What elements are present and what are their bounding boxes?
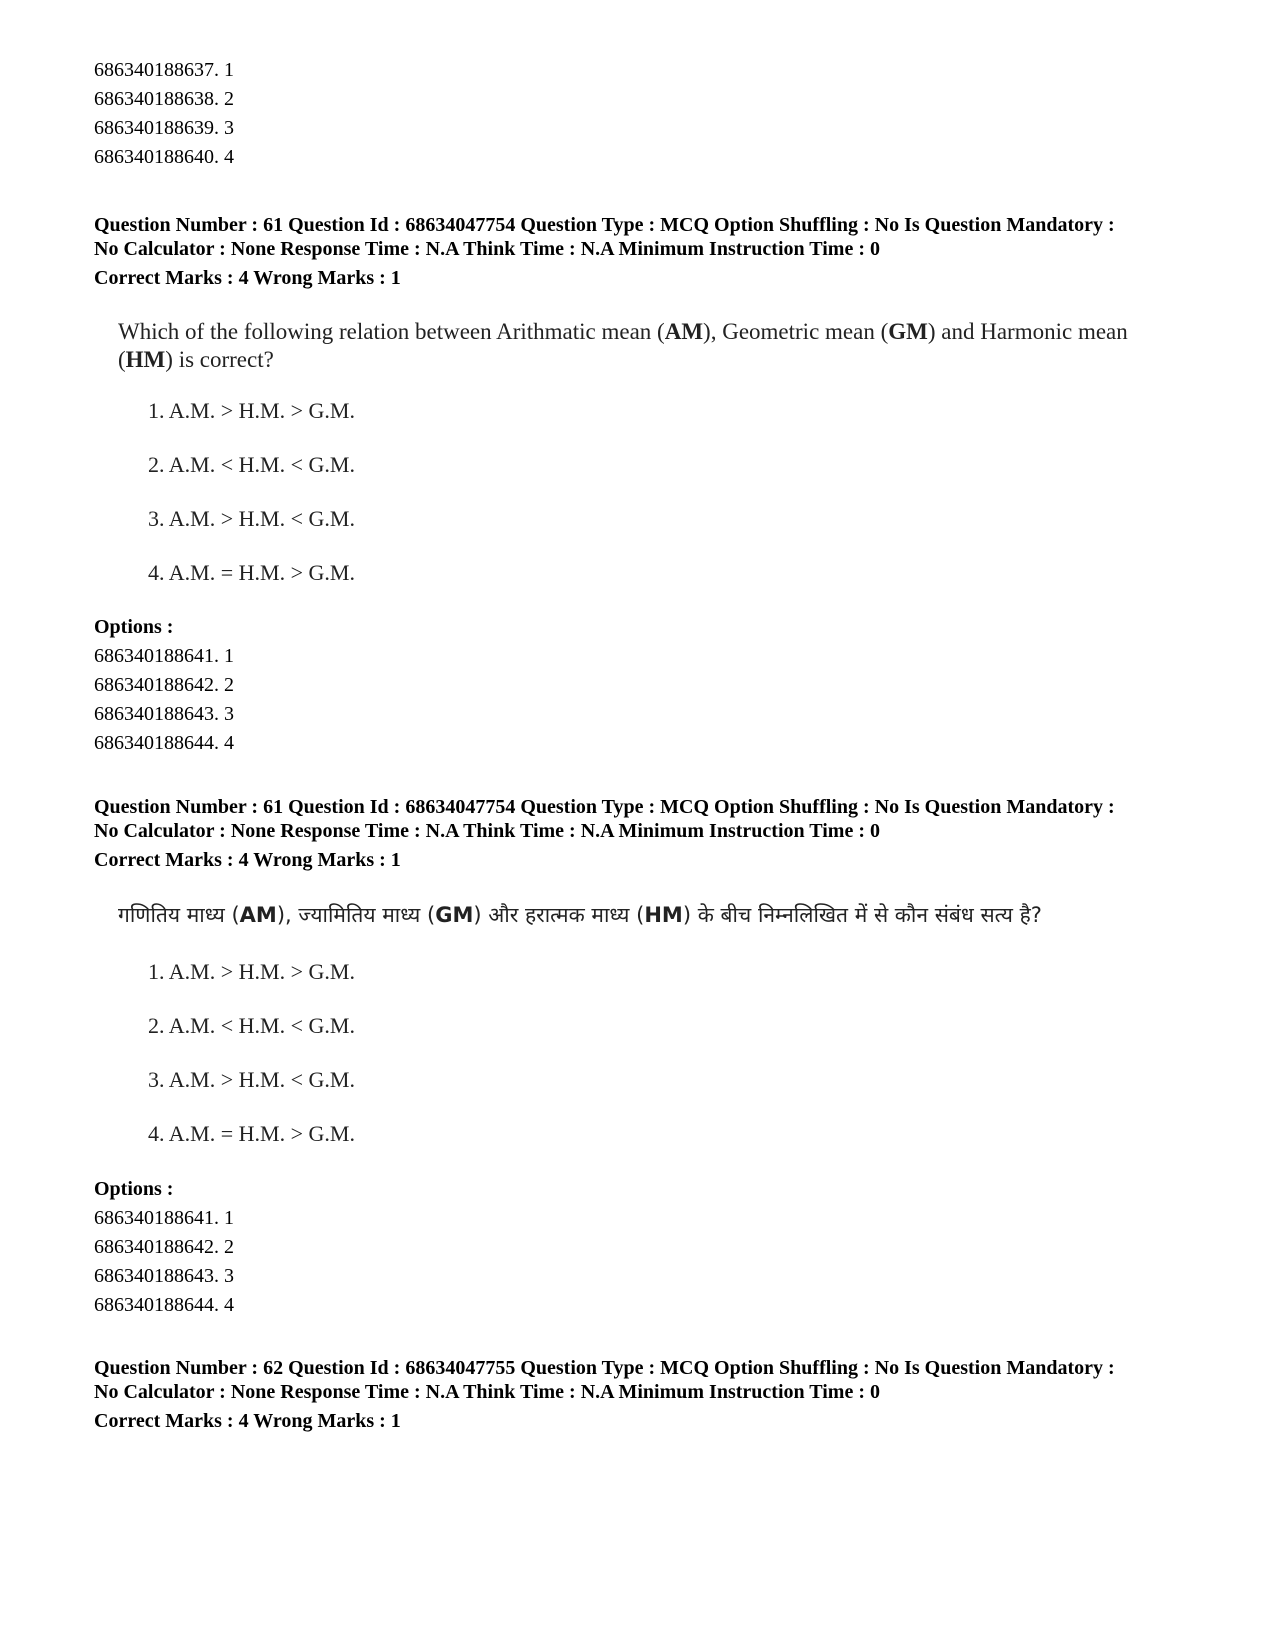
- question-header: Question Number : 61 Question Id : 68634047754 Question Type : MCQ Option Shuffling : No Is Question Mandatory :: [94, 214, 1115, 236]
- option-line: 686340188643. 3: [94, 1265, 234, 1287]
- choice: 3. A.M. > H.M. < G.M.: [148, 1067, 355, 1092]
- choice: 1. A.M. > H.M. > G.M.: [148, 398, 355, 423]
- question-text-hindi: गणितिय माध्य (AM), ज्यामितिय माध्य (GM) और हरात्मक माध्य (HM) के बीच निम्नलिखित में से कौन संबंध सत्य है?: [118, 903, 1042, 927]
- option-line: 686340188640. 4: [94, 146, 234, 168]
- option-line: 686340188644. 4: [94, 732, 234, 754]
- question-header: No Calculator : None Response Time : N.A Think Time : N.A Minimum Instruction Time : 0: [94, 238, 880, 260]
- choice: 2. A.M. < H.M. < G.M.: [148, 452, 355, 477]
- option-line: 686340188643. 3: [94, 703, 234, 725]
- option-line: 686340188644. 4: [94, 1294, 234, 1316]
- option-line: 686340188641. 1: [94, 645, 234, 667]
- options-label: Options :: [94, 616, 174, 638]
- option-line: 686340188637. 1: [94, 59, 234, 81]
- question-header: Question Number : 61 Question Id : 68634047754 Question Type : MCQ Option Shuffling : No Is Question Mandatory :: [94, 796, 1115, 818]
- question-text: (HM) is correct?: [118, 347, 274, 372]
- question-marks: Correct Marks : 4 Wrong Marks : 1: [94, 849, 401, 871]
- choice: 3. A.M. > H.M. < G.M.: [148, 506, 355, 531]
- choice: 2. A.M. < H.M. < G.M.: [148, 1013, 355, 1038]
- choice: 4. A.M. = H.M. > G.M.: [148, 1121, 355, 1146]
- question-text: Which of the following relation between Arithmatic mean (AM), Geometric mean (GM) and Harmonic mean: [118, 319, 1128, 344]
- option-line: 686340188638. 2: [94, 88, 234, 110]
- question-header: Question Number : 62 Question Id : 68634047755 Question Type : MCQ Option Shuffling : No Is Question Mandatory :: [94, 1357, 1115, 1379]
- choice: 1. A.M. > H.M. > G.M.: [148, 959, 355, 984]
- question-header: No Calculator : None Response Time : N.A Think Time : N.A Minimum Instruction Time : 0: [94, 820, 880, 842]
- question-marks: Correct Marks : 4 Wrong Marks : 1: [94, 1410, 401, 1432]
- option-line: 686340188642. 2: [94, 674, 234, 696]
- question-header: No Calculator : None Response Time : N.A Think Time : N.A Minimum Instruction Time : 0: [94, 1381, 880, 1403]
- option-line: 686340188639. 3: [94, 117, 234, 139]
- option-line: 686340188641. 1: [94, 1207, 234, 1229]
- question-marks: Correct Marks : 4 Wrong Marks : 1: [94, 267, 401, 289]
- options-label: Options :: [94, 1178, 174, 1200]
- option-line: 686340188642. 2: [94, 1236, 234, 1258]
- choice: 4. A.M. = H.M. > G.M.: [148, 560, 355, 585]
